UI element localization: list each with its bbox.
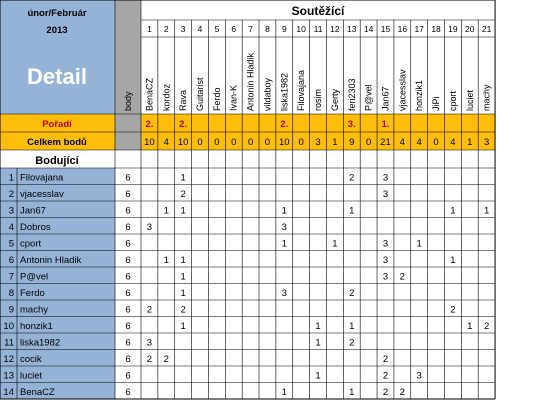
score-cell: 1 — [180, 255, 186, 266]
competitor-number: 10 — [296, 24, 306, 34]
row-name: Dobros — [20, 222, 51, 233]
score-cell: 2 — [382, 354, 389, 365]
total-value: 0 — [197, 137, 203, 148]
competitor-name: vjacesslav — [397, 69, 408, 111]
score-cell: 2 — [349, 337, 355, 349]
score-cell: 2 — [180, 304, 186, 316]
competitor-number: 9 — [281, 24, 287, 34]
competitor-number: 14 — [363, 24, 374, 34]
score-cell: 3 — [382, 189, 389, 200]
total-value: 4 — [163, 137, 169, 148]
competitor-number: 18 — [431, 24, 441, 34]
row-name: machy — [20, 304, 48, 316]
competitor-number: 15 — [380, 24, 391, 34]
competitor-number: 6 — [231, 24, 237, 34]
row-body-value: 6 — [125, 238, 131, 250]
rank-value: 2. — [179, 119, 188, 130]
row-number: 7 — [8, 271, 14, 283]
row-number: 1 — [8, 172, 14, 184]
competitor-name: Antonin Hladik — [245, 52, 256, 111]
competitor-number: 12 — [330, 24, 340, 34]
competitor-number: 4 — [197, 24, 203, 34]
competitor-name: JiPi — [431, 96, 442, 111]
score-cell: 2 — [146, 354, 153, 365]
score-cell: 1 — [180, 271, 186, 283]
competitor-number: 8 — [265, 24, 270, 34]
competitor-number: 21 — [481, 24, 492, 34]
competitor-name: luciet — [464, 89, 475, 111]
row-name: cport — [20, 238, 42, 250]
score-cell: 2 — [349, 172, 355, 184]
score-cell: 1 — [281, 205, 287, 217]
score-cell: 1 — [349, 387, 355, 398]
competitor-name: P@vel — [363, 84, 374, 111]
competitor-name: Rava — [178, 89, 189, 111]
page-title: Detail — [27, 64, 87, 89]
score-cell: 1 — [450, 255, 456, 266]
score-cell: 1 — [349, 205, 355, 217]
score-cell: 3 — [281, 222, 287, 233]
year-label: 2013 — [46, 25, 68, 36]
row-number: 3 — [8, 205, 14, 217]
score-cell: 2 — [399, 387, 405, 398]
row-number: 4 — [8, 222, 14, 233]
score-cell: 1 — [450, 205, 456, 217]
row-body-value: 6 — [125, 337, 131, 349]
row-number: 13 — [3, 370, 14, 382]
total-value: 0 — [247, 137, 254, 148]
competitor-number: 20 — [465, 24, 475, 34]
competitor-name: kordoz — [161, 83, 172, 111]
row-number: 2 — [8, 189, 14, 200]
row-body-value: 6 — [125, 172, 131, 184]
total-value: 0 — [231, 137, 237, 148]
score-cell: 1 — [180, 205, 186, 217]
row-body-value: 6 — [125, 288, 131, 299]
row-body-value: 6 — [125, 387, 131, 398]
score-cell: 2 — [450, 304, 456, 316]
competitor-name: Guitarist — [195, 77, 206, 111]
competitor-name: Ivan-K — [228, 84, 239, 111]
row-name: honzik1 — [20, 321, 53, 332]
score-cell: 2 — [163, 354, 169, 365]
score-cell: 3 — [146, 337, 153, 349]
score-cell: 1 — [349, 321, 355, 332]
score-cell: 2 — [483, 321, 490, 332]
row-number: 12 — [3, 354, 14, 365]
rank-value: 1. — [381, 119, 390, 130]
score-cell: 1 — [416, 238, 422, 250]
total-value: 4 — [416, 137, 422, 148]
total-label: Celkem bodů — [27, 137, 87, 148]
row-body-value: 6 — [125, 304, 131, 316]
row-name: vjacesslav — [20, 189, 64, 200]
total-value: 10 — [144, 137, 155, 148]
score-cell: 1 — [315, 370, 321, 382]
score-cell: 1 — [315, 321, 321, 332]
rank-value: 3. — [347, 119, 356, 130]
row-number: 6 — [8, 255, 14, 266]
scorers-label: Bodující — [35, 155, 79, 167]
score-cell: 3 — [146, 222, 153, 233]
competitor-name: Filovajana — [296, 69, 307, 111]
competitor-number: 3 — [180, 24, 186, 34]
score-cell: 3 — [382, 255, 389, 266]
row-body-value: 6 — [125, 354, 131, 365]
total-value: 10 — [279, 137, 290, 148]
period-label: únor/Február — [27, 8, 87, 19]
competitor-name: vildaboy — [262, 77, 273, 111]
competitor-number: 11 — [313, 24, 323, 34]
score-cell: 3 — [382, 238, 389, 250]
score-cell: 2 — [349, 288, 355, 299]
rank-value: 2. — [145, 119, 154, 130]
row-body-value: 6 — [125, 205, 131, 217]
score-cell: 3 — [382, 271, 389, 283]
competitor-name: Gerty — [329, 88, 340, 111]
total-value: 0 — [264, 137, 271, 148]
competitor-name: Jan67 — [380, 86, 391, 111]
score-cell: 1 — [281, 387, 287, 398]
competitor-number: 1 — [147, 24, 152, 34]
competitor-name: honzik1 — [414, 79, 425, 111]
competitor-number: 19 — [448, 24, 458, 34]
row-name: luciet — [20, 370, 43, 382]
competitor-name: cport — [447, 90, 458, 111]
competitor-number: 7 — [248, 24, 253, 34]
score-cell: 2 — [146, 304, 153, 316]
row-name: liska1982 — [20, 337, 61, 349]
total-value: 1 — [467, 137, 473, 148]
score-cell: 3 — [416, 370, 422, 382]
score-cell: 3 — [382, 172, 389, 184]
competitor-number: 5 — [214, 24, 220, 34]
score-cell: 1 — [180, 321, 186, 332]
total-value: 10 — [177, 137, 189, 148]
competitor-name: Ferdo — [211, 87, 222, 111]
row-name: P@vel — [20, 271, 49, 283]
competitor-number: 17 — [414, 24, 424, 34]
row-number: 5 — [8, 238, 14, 250]
total-value: 3 — [315, 137, 321, 148]
competitor-number: 16 — [397, 24, 408, 34]
row-number: 14 — [3, 387, 14, 398]
row-name: Ferdo — [20, 288, 45, 299]
row-name: BenaCZ — [20, 387, 55, 398]
total-value: 1 — [332, 137, 338, 148]
competitor-name: feri2303 — [346, 78, 357, 111]
score-cell: 2 — [382, 370, 389, 382]
row-body-value: 6 — [125, 370, 131, 382]
rank-value: 2. — [280, 119, 289, 130]
score-cell: 2 — [180, 189, 186, 200]
row-number: 10 — [3, 321, 14, 332]
competitor-name: BenaCZ — [144, 77, 155, 111]
row-body-value: 6 — [125, 189, 131, 200]
row-number: 9 — [8, 304, 14, 316]
row-number: 8 — [8, 288, 14, 299]
row-body-value: 6 — [125, 271, 131, 283]
total-value: 0 — [298, 137, 304, 148]
competitor-name: rosim — [313, 89, 324, 111]
score-cell: 1 — [467, 321, 473, 332]
score-cell: 1 — [332, 238, 338, 250]
competitor-name: liska1982 — [279, 72, 290, 111]
row-name: Jan67 — [20, 205, 46, 217]
score-cell: 1 — [281, 238, 287, 250]
score-cell: 1 — [483, 205, 490, 217]
row-body-value: 6 — [125, 321, 131, 332]
total-value: 4 — [450, 137, 456, 148]
rank-label: Pořadí — [42, 119, 72, 130]
competitor-number: 13 — [347, 24, 357, 34]
row-number: 11 — [4, 337, 14, 349]
score-cell: 1 — [180, 172, 186, 184]
competitor-name: machy — [481, 84, 492, 111]
row-body-value: 6 — [125, 222, 131, 233]
score-cell: 2 — [382, 387, 389, 398]
total-value: 9 — [349, 137, 355, 148]
total-value: 3 — [483, 137, 490, 148]
score-cell: 2 — [399, 271, 405, 283]
score-cell: 1 — [163, 255, 169, 266]
score-cell: 1 — [163, 205, 169, 217]
row-name: Antonin Hladik — [20, 255, 82, 266]
score-cell: 1 — [180, 288, 186, 299]
total-value: 21 — [380, 137, 391, 148]
total-value: 0 — [214, 137, 220, 148]
competitors-title: Soutěžící — [291, 4, 345, 18]
total-value: 4 — [399, 137, 405, 148]
score-cell: 3 — [281, 288, 287, 299]
total-value: 0 — [433, 137, 439, 148]
total-value: 0 — [365, 137, 372, 148]
row-body-value: 6 — [125, 255, 131, 266]
row-name: cocik — [20, 354, 42, 365]
score-cell: 1 — [315, 337, 321, 349]
competitor-number: 2 — [163, 24, 169, 34]
row-name: Filovajana — [20, 172, 64, 184]
body-column-label: body — [123, 91, 133, 111]
